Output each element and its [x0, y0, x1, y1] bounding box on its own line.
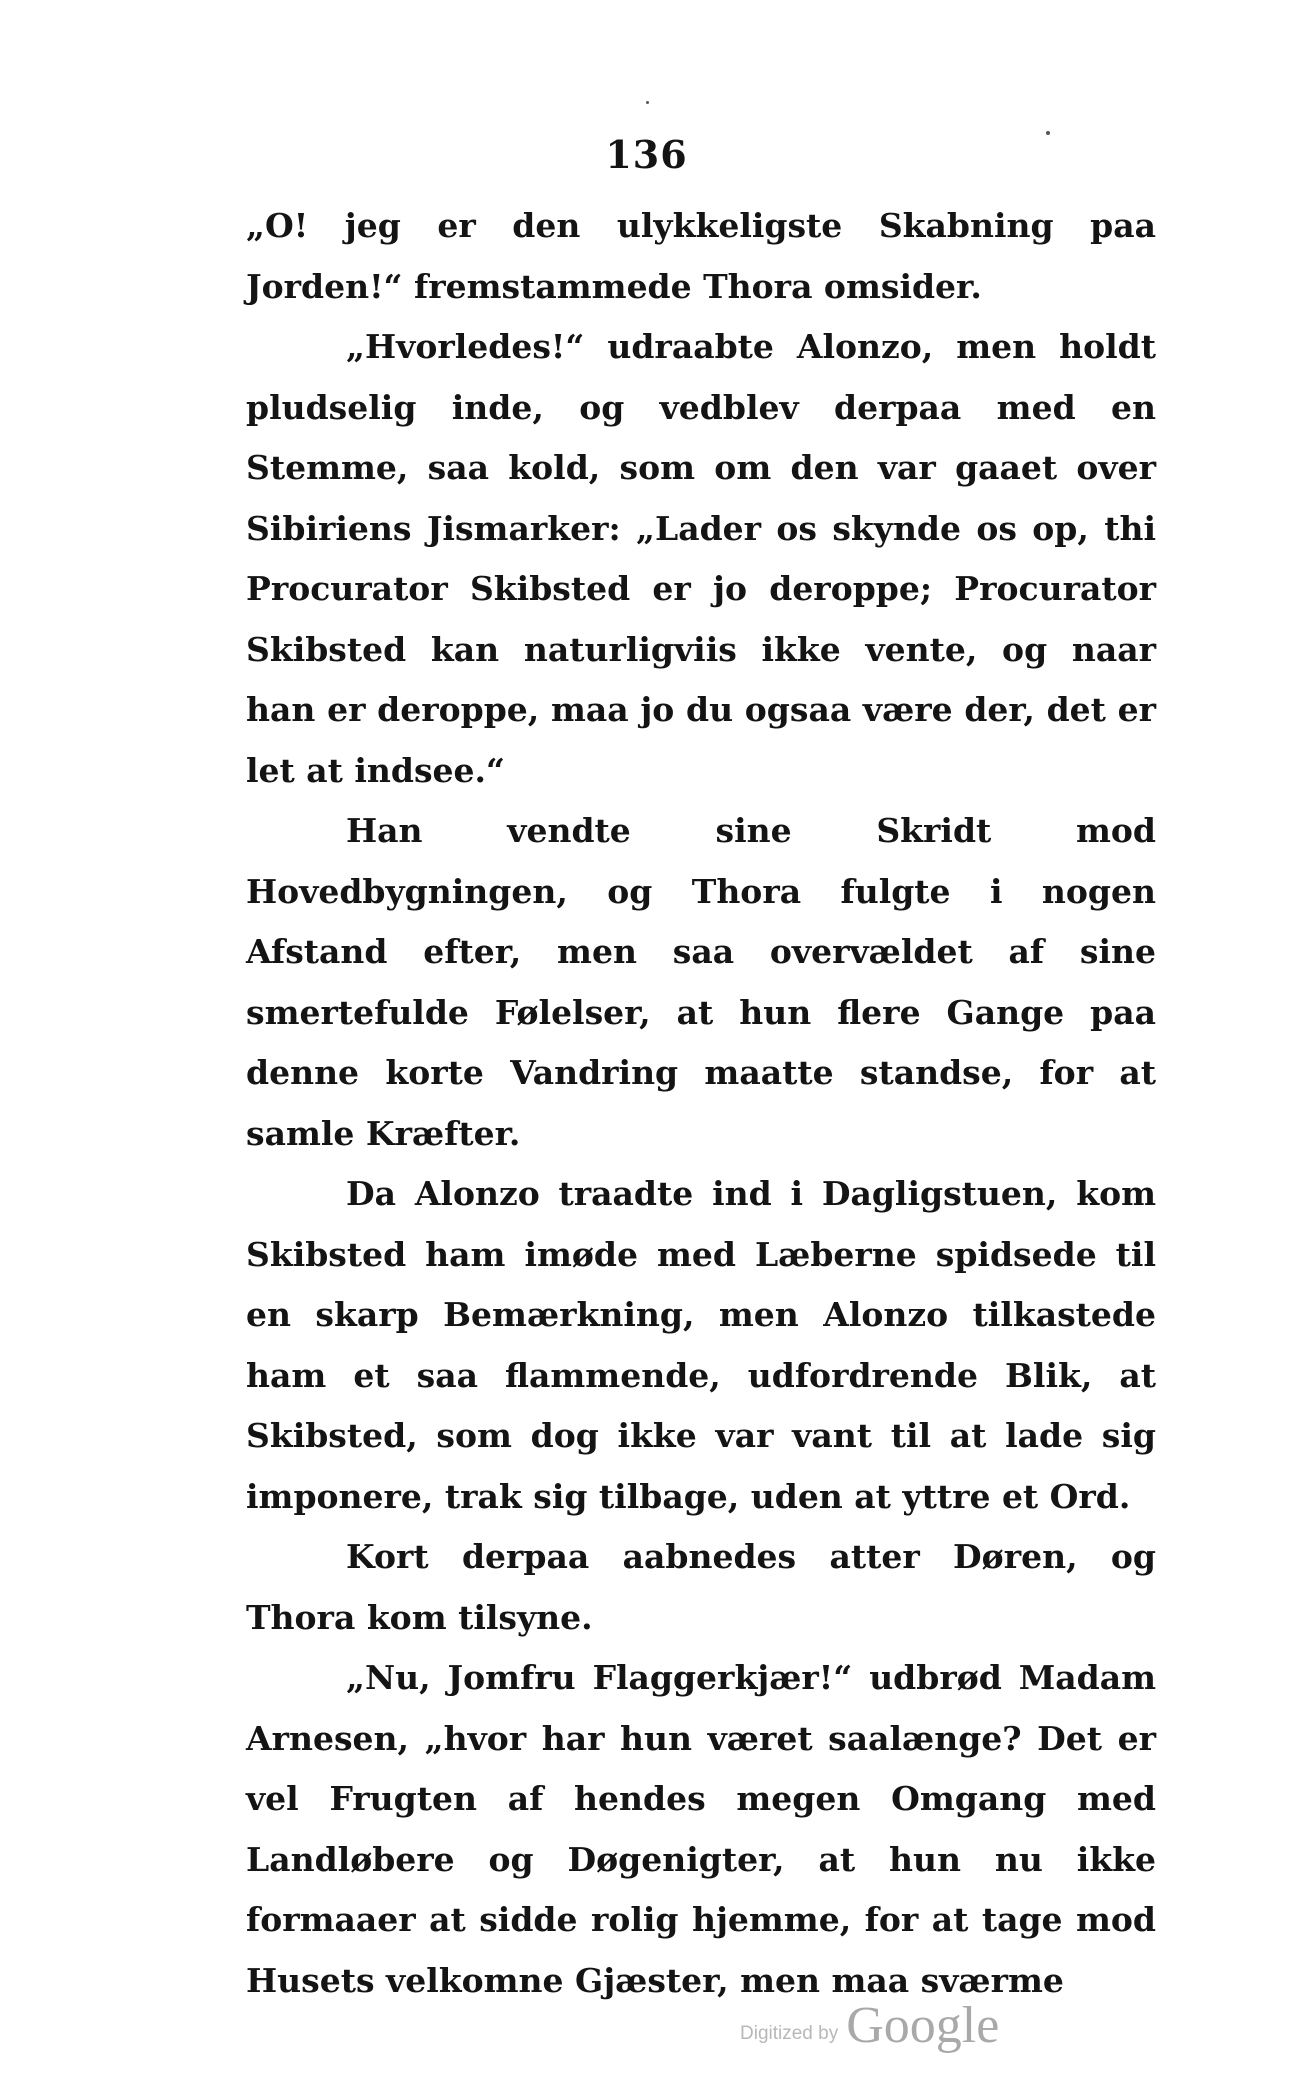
- body-text: [246, 196, 1156, 2011]
- digitized-watermark: [740, 1992, 1040, 2052]
- paragraph: Kort derpaa aabnedes atter Døren, og Thora kom tilsyne.: [246, 1537, 1156, 1637]
- paragraph: Da Alonzo traadte ind i Dagligstuen, kom Skibsted ham imøde med Læberne spidsede til en skarp Bemærkning, men Alonzo tilkastede ham et saa flammende, udfordrende Blik, at Skibsted, som dog ikke var vant til at lade sig imponere, trak sig tilbage, uden at yttre et Ord.: [246, 1174, 1156, 1516]
- paragraph: „O! jeg er den ulykkeligste Skabning paa Jorden!“ fremstammede Thora omsider.: [246, 206, 1156, 306]
- digitized-label: Digitized by: [740, 2023, 839, 2044]
- paragraph: Han vendte sine Skridt mod Hovedbygningen, og Thora fulgte i nogen Afstand efter, men saa overvældet af sine smertefulde Følelser, at hun flere Gange paa denne korte Vandring maatte standse, for at samle Kræfter.: [246, 811, 1156, 1153]
- paragraph: „Hvorledes!“ udraabte Alonzo, men holdt pludselig inde, og vedblev derpaa med en Stemme, saa kold, som om den var gaaet over Sibiriens Jismarker: „Lader os skynde os op, thi Procurator Skibsted er jo deroppe; Procurator Skibsted kan naturligviis ikke vente, og naar han er deroppe, maa jo du ogsaa være der, det er let at indsee.“: [246, 327, 1156, 790]
- paragraph: „Nu, Jomfru Flaggerkjær!“ udbrød Madam Arnesen, „hvor har hun været saalænge? Det er vel Frugten af hendes megen Omgang med Landløbere og Døgenigter, at hun nu ikke formaaer at sidde rolig hjemme, for at tage mod Husets velkomne Gjæster, men maa sværme: [246, 1658, 1156, 2000]
- ink-speck: [646, 101, 649, 104]
- google-logo: Google: [846, 1997, 1000, 2054]
- page-number: 136: [605, 132, 688, 177]
